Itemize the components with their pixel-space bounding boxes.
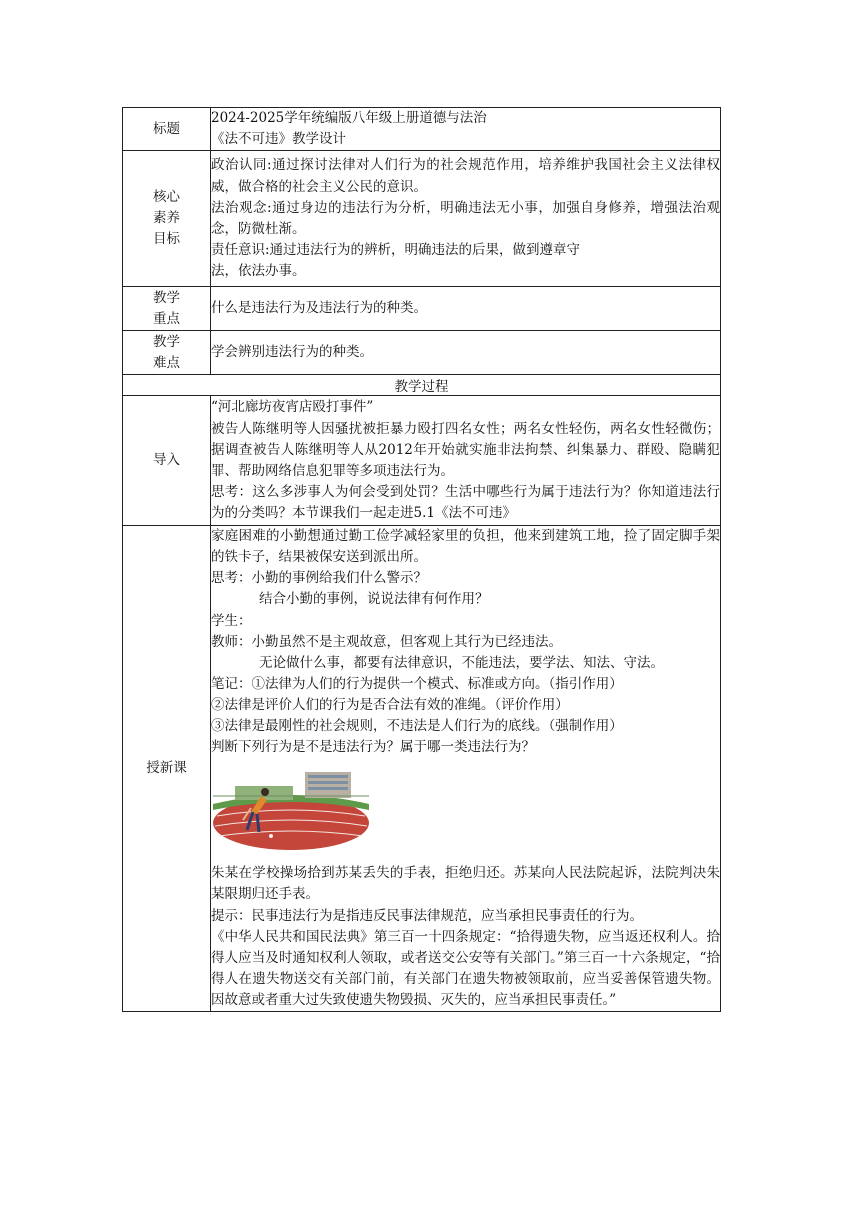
lesson-student: 学生：	[211, 612, 252, 629]
lesson-label: 授新课	[123, 526, 211, 1012]
intro-content	[211, 396, 721, 526]
goal-legal: 法治观念:通过身边的违法行为分析，明确违法无小事，加强自身修养，增强法治观念，防微杜渐。	[211, 199, 720, 237]
lesson-case: 家庭困难的小勤想通过勤工俭学减轻家里的负担，他来到建筑工地，捡了固定脚手架的铁卡子，结果被保安送到派出所。	[211, 528, 720, 566]
lesson-content	[211, 526, 721, 1012]
intro-case-title: “河北廊坊夜宵店殴打事件”	[211, 399, 374, 416]
intro-label: 导入	[123, 396, 211, 526]
key-label	[123, 287, 211, 331]
goals-label-line: 核心	[153, 189, 180, 206]
lesson-civil-code: 《中华人民共和国民法典》第三百一十四条规定：“拾得遗失物，应当返还权利人。拾得人应当及时通知权利人领取，或者送交公安等有关部门。”第三百一十六条规定，“拾得人在遗失物送交有关部门前，有关部门在遗失物被领取前，应当妥善保管遗失物。因故意或者重大过失致使遗失物毁损、灭失的，应当承担民事责任。”	[211, 928, 720, 1008]
lesson-note-3: ③法律是最刚性的社会规则，不违法是人们行为的底线。（强制作用）	[211, 718, 623, 735]
lesson-teacher-1: 教师：小勤虽然不是主观故意，但客观上其行为已经违法。	[211, 633, 562, 650]
title-row	[123, 108, 721, 151]
goals-label-line: 素养	[153, 210, 180, 227]
difficulty-label	[123, 331, 211, 375]
goal-political: 政治认同:通过探讨法律对人们行为的社会规范作用，培养维护我国社会主义法律权威，做合格的社会主义公民的意识。	[211, 157, 720, 195]
goal-responsibility: 责任意识:通过违法行为的辨析，明确违法的后果，做到遵章守	[211, 241, 581, 258]
intro-row	[123, 396, 721, 526]
goals-row	[123, 151, 721, 287]
title-label: 标题	[123, 108, 211, 151]
key-label-line: 教学	[153, 289, 180, 306]
key-row	[123, 287, 721, 331]
key-label-line: 重点	[153, 310, 180, 327]
title-cell	[211, 108, 721, 151]
lesson-hint: 提示：民事违法行为是指违反民事法律规范，应当承担民事责任的行为。	[211, 907, 643, 924]
lesson-plan-table	[122, 107, 721, 1012]
goals-label	[123, 151, 211, 287]
process-header-row	[123, 375, 721, 396]
playground-illustration	[213, 768, 369, 850]
lesson-judge-prompt: 判断下列行为是不是违法行为？属于哪一类违法行为？	[211, 739, 535, 756]
lesson-think-2: 结合小勤的事例，说说法律有何作用？	[259, 591, 489, 608]
intro-case-text: 被告人陈继明等人因骚扰被拒暴力殴打四名女性；两名女性轻伤，两名女性轻微伤；据调查被告人陈继明等人从2012年开始就实施非法拘禁、纠集暴力、群殴、隐瞒犯罪、帮助网络信息犯罪等多项违法行为。	[211, 420, 720, 479]
lesson-row	[123, 526, 721, 1012]
process-header: 教学过程	[123, 375, 721, 396]
lesson-teacher-2: 无论做什么事，都要有法律意识，不能违法，要学法、知法、守法。	[259, 654, 664, 671]
title-line-1: 2024-2025学年统编版八年级上册道德与法治	[211, 110, 487, 126]
goal-responsibility-cont: 法，依法办事。	[211, 262, 306, 279]
difficulty-row	[123, 331, 721, 375]
lesson-case-2: 朱某在学校操场拾到苏某丢失的手表，拒绝归还。苏某向人民法院起诉，法院判决朱某限期归还手表。	[211, 865, 720, 903]
difficulty-label-line: 教学	[153, 333, 180, 350]
lesson-note-1: 笔记：①法律为人们的行为提供一个模式、标准或方向。（指引作用）	[211, 675, 623, 692]
lesson-note-2: ②法律是评价人们的行为是否合法有效的准绳。（评价作用）	[211, 696, 569, 713]
goals-content	[211, 151, 721, 287]
goals-label-line: 目标	[153, 231, 180, 248]
intro-question: 思考：这么多涉事人为何会受到处罚？生活中哪些行为属于违法行为？你知道违法行为的分类吗？本节课我们一起走进5.1《法不可违》	[211, 483, 720, 521]
difficulty-content: 学会辨别违法行为的种类。	[211, 331, 721, 375]
title-line-2: 《法不可违》教学设计	[211, 131, 346, 148]
difficulty-label-line: 难点	[153, 354, 180, 371]
lesson-think-1: 思考：小勤的事例给我们什么警示？	[211, 570, 427, 587]
key-content: 什么是违法行为及违法行为的种类。	[211, 287, 721, 331]
